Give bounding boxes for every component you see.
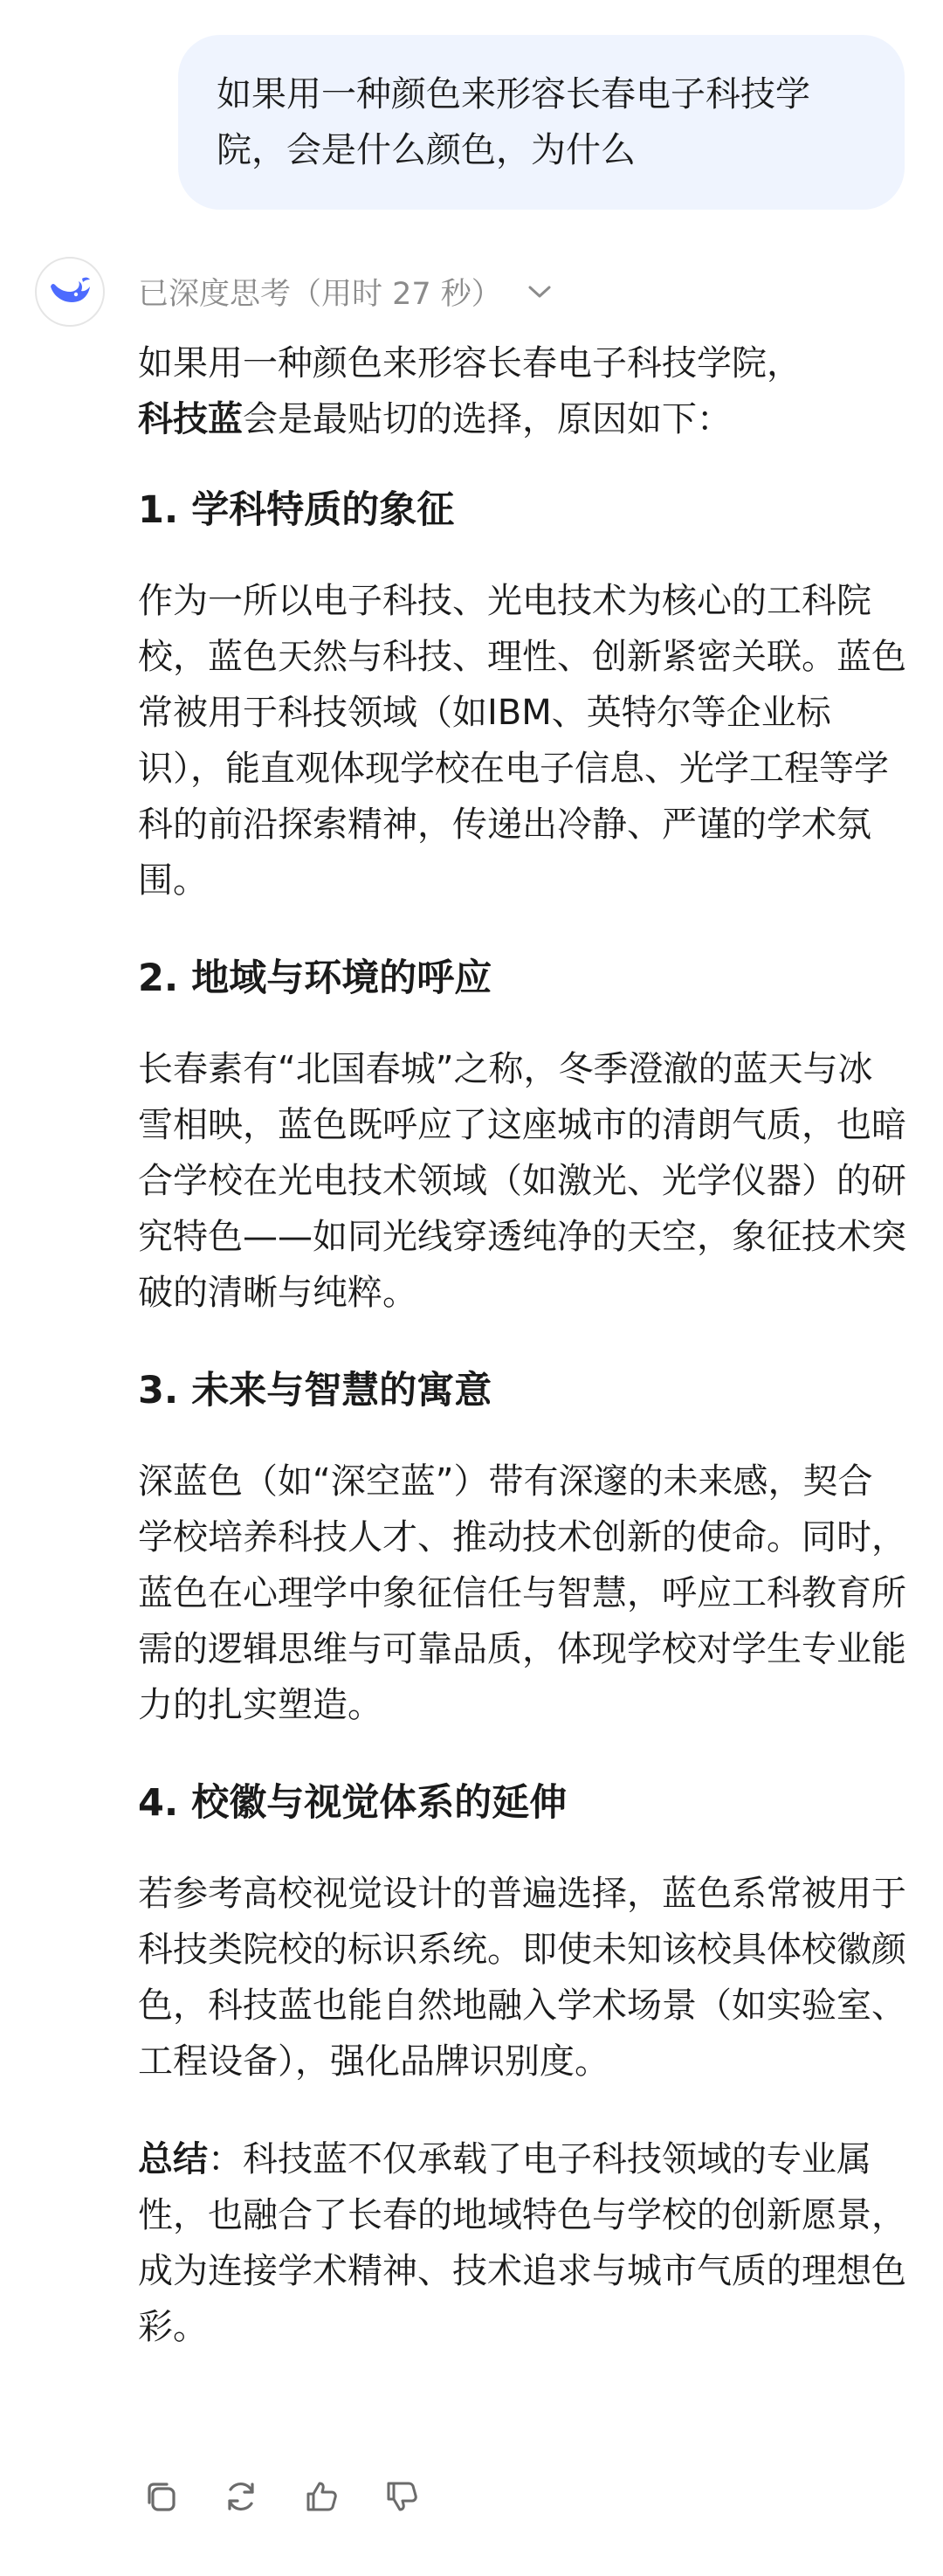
assistant-avatar	[35, 257, 105, 327]
copy-button[interactable]	[138, 2474, 183, 2519]
section-heading: 2. 地域与环境的呼应	[138, 957, 492, 1000]
intro-line: 如果用一种颜色来形容长春电子科技学院，	[138, 343, 802, 383]
thumbs-down-icon	[382, 2476, 422, 2517]
like-button[interactable]	[299, 2474, 344, 2519]
section-heading: 1. 学科特质的象征	[138, 488, 455, 532]
summary-body: ：科技蓝不仅承载了电子科技领域的专业属性，也融合了长春的地域特色与学校的创新愿景，成为连接学术精神、技术追求与城市气质的理想色彩。	[138, 2139, 906, 2347]
section-heading: 4. 校徽与视觉体系的延伸	[138, 1781, 568, 1825]
intro-highlight: 科技蓝	[138, 399, 243, 439]
chevron-down-icon	[527, 283, 553, 300]
intro-rest: 会是最贴切的选择，原因如下：	[243, 399, 732, 439]
answer-summary	[138, 2131, 906, 2355]
regenerate-button[interactable]	[218, 2474, 264, 2519]
section-body: 若参考高校视觉设计的普遍选择，蓝色系常被用于科技类院校的标识系统。即使未知该校具体校徽颜色，科技蓝也能自然地融入学术场景（如实验室、工程设备），强化品牌识别度。	[138, 1874, 906, 2082]
section-body: 作为一所以电子科技、光电技术为核心的工科院校，蓝色天然与科技、理性、创新紧密关联。蓝色常被用于科技领域（如IBM、英特尔等企业标识），能直观体现学校在电子信息、光学工程等学科的前沿探索精神，传递出冷静、严谨的学术氛围。	[138, 581, 906, 901]
message-actions	[138, 2474, 424, 2519]
regenerate-icon	[221, 2476, 261, 2517]
thought-status-text: 已深度思考（用时 27 秒）	[138, 277, 502, 312]
assistant-answer	[138, 335, 906, 2355]
thought-toggle[interactable]	[138, 266, 553, 318]
answer-intro	[138, 335, 906, 447]
thumbs-up-icon	[301, 2476, 341, 2517]
user-message-text: 如果用一种颜色来形容长春电子科技学院，会是什么颜色，为什么	[217, 74, 810, 170]
deepseek-whale-icon	[47, 274, 93, 309]
section-heading: 3. 未来与智慧的寓意	[138, 1369, 492, 1412]
section-body: 长春素有“北国春城”之称，冬季澄澈的蓝天与冰雪相映，蓝色既呼应了这座城市的清朗气质，也暗合学校在光电技术领域（如激光、光学仪器）的研究特色——如同光线穿透纯净的天空，象征技术突破的清晰与纯粹。	[138, 1049, 906, 1313]
user-message-bubble	[178, 35, 905, 210]
dislike-button[interactable]	[379, 2474, 424, 2519]
section-body: 深蓝色（如“深空蓝”）带有深邃的未来感，契合学校培养科技人才、推动技术创新的使命。同时，蓝色在心理学中象征信任与智慧，呼应工科教育所需的逻辑思维与可靠品质，体现学校对学生专业能力的扎实塑造。	[138, 1461, 906, 1725]
copy-icon	[141, 2476, 181, 2517]
summary-label: 总结	[138, 2139, 208, 2179]
